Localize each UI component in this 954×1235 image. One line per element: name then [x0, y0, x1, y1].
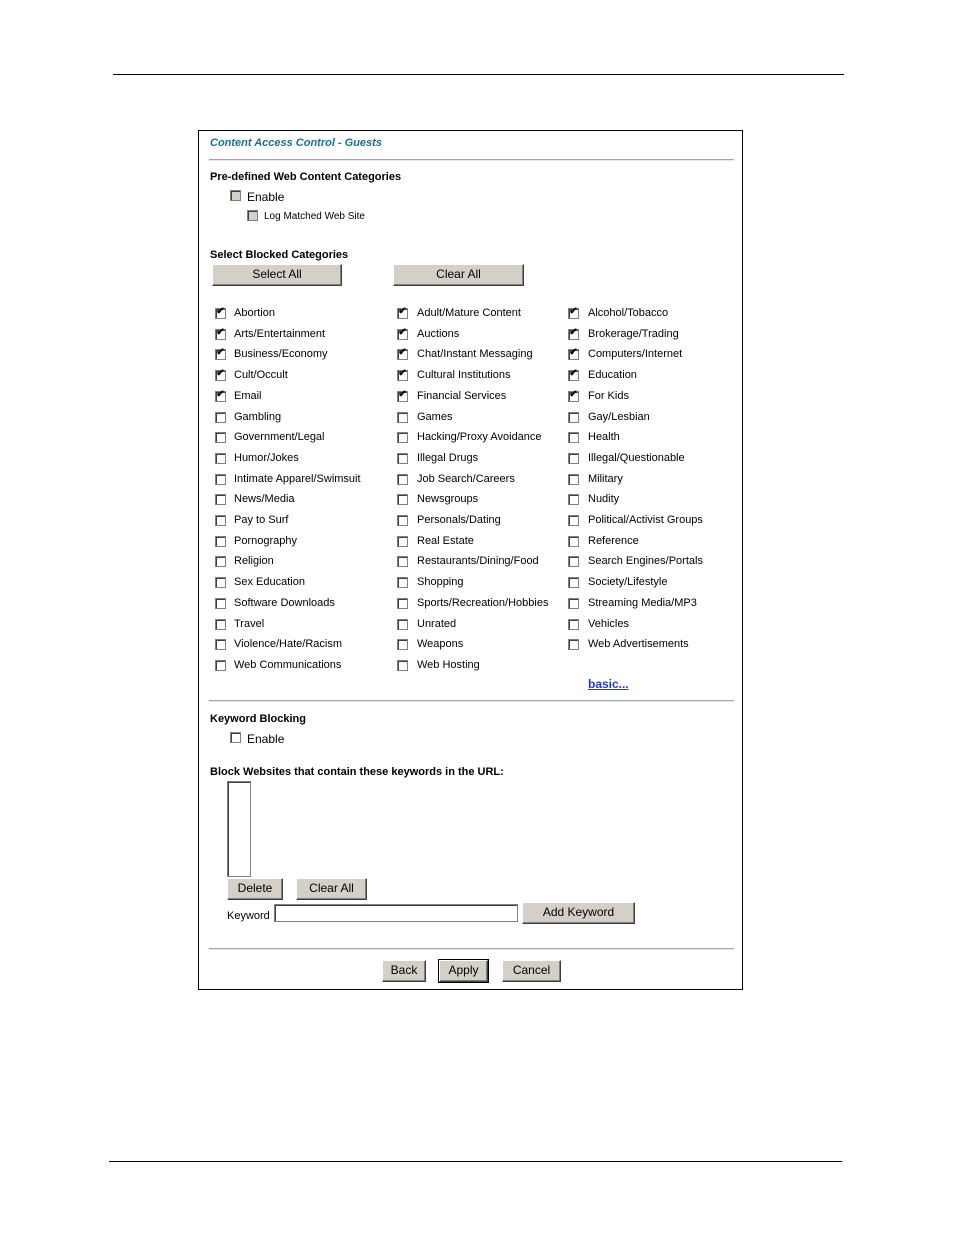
category-checkbox-job-search-careers[interactable] — [397, 474, 408, 485]
category-checkbox-shopping[interactable] — [397, 577, 408, 588]
category-checkbox-religion[interactable] — [215, 556, 226, 567]
category-label: Job Search/Careers — [417, 473, 515, 485]
apply-button[interactable]: Apply — [439, 960, 488, 982]
select-all-button[interactable]: Select All — [212, 264, 342, 286]
category-checkbox-humor-jokes[interactable] — [215, 453, 226, 464]
category-label: For Kids — [588, 390, 629, 402]
category-checkbox-education[interactable] — [568, 370, 579, 381]
category-label: Computers/Internet — [588, 348, 683, 360]
category-checkbox-intimate-apparel-swimsuit[interactable] — [215, 474, 226, 485]
category-label: Travel — [234, 618, 265, 630]
delete-keyword-button[interactable]: Delete — [227, 878, 283, 900]
category-checkbox-illegal-drugs[interactable] — [397, 453, 408, 464]
category-checkbox-newsgroups[interactable] — [397, 494, 408, 505]
category-checkbox-health[interactable] — [568, 432, 579, 443]
category-checkbox-financial-services[interactable] — [397, 391, 408, 402]
category-checkbox-business-economy[interactable] — [215, 349, 226, 360]
keyword-url-heading: Block Websites that contain these keywords in the URL: — [210, 766, 504, 778]
category-label: Society/Lifestyle — [588, 576, 668, 588]
category-checkbox-real-estate[interactable] — [397, 536, 408, 547]
category-checkbox-sports-recreation-hobbies[interactable] — [397, 598, 408, 609]
category-label: Nudity — [588, 493, 620, 505]
category-checkbox-games[interactable] — [397, 412, 408, 423]
category-checkbox-cult-occult[interactable] — [215, 370, 226, 381]
log-matched-label: Log Matched Web Site — [264, 211, 365, 222]
checkmark-icon: ✔ — [216, 306, 225, 317]
category-label: Weapons — [417, 638, 464, 650]
category-label: Financial Services — [417, 390, 507, 402]
category-checkbox-search-engines-portals[interactable] — [568, 556, 579, 567]
category-checkbox-software-downloads[interactable] — [215, 598, 226, 609]
category-checkbox-brokerage-trading[interactable] — [568, 329, 579, 340]
divider — [209, 700, 734, 702]
category-label: Sex Education — [234, 576, 305, 588]
category-checkbox-streaming-media-mp3[interactable] — [568, 598, 579, 609]
category-label: News/Media — [234, 493, 295, 505]
category-label: Streaming Media/MP3 — [588, 597, 697, 609]
category-label: Sports/Recreation/Hobbies — [417, 597, 549, 609]
category-checkbox-nudity[interactable] — [568, 494, 579, 505]
category-label: Vehicles — [588, 618, 629, 630]
content-access-control-panel — [198, 130, 743, 990]
category-label: Chat/Instant Messaging — [417, 348, 533, 360]
category-label: Pay to Surf — [234, 514, 289, 526]
category-checkbox-hacking-proxy-avoidance[interactable] — [397, 432, 408, 443]
checkmark-icon: ✔ — [398, 389, 407, 400]
checkmark-icon: ✔ — [398, 306, 407, 317]
category-label: Violence/Hate/Racism — [234, 638, 343, 650]
cancel-button[interactable]: Cancel — [502, 960, 561, 982]
keyword-blocking-heading: Keyword Blocking — [210, 713, 306, 725]
category-checkbox-adult-mature-content[interactable] — [397, 308, 408, 319]
predefined-enable-label: Enable — [247, 190, 285, 204]
add-keyword-button[interactable]: Add Keyword — [522, 902, 635, 924]
checkmark-icon: ✔ — [216, 327, 225, 338]
predefined-heading: Pre-defined Web Content Categories — [210, 171, 402, 183]
category-label: Illegal/Questionable — [588, 452, 685, 464]
category-checkbox-auctions[interactable] — [397, 329, 408, 340]
category-label: Alcohol/Tobacco — [588, 307, 669, 319]
category-label: Government/Legal — [234, 431, 325, 443]
checkmark-icon: ✔ — [216, 347, 225, 358]
category-label: Web Advertisements — [588, 638, 689, 650]
checkmark-icon: ✔ — [569, 389, 578, 400]
checkmark-icon: ✔ — [216, 389, 225, 400]
checkmark-icon: ✔ — [398, 347, 407, 358]
category-checkbox-computers-internet[interactable] — [568, 349, 579, 360]
category-label: Political/Activist Groups — [588, 514, 703, 526]
category-label: Gay/Lesbian — [588, 411, 650, 423]
category-checkbox-reference[interactable] — [568, 536, 579, 547]
category-checkbox-chat-instant-messaging[interactable] — [397, 349, 408, 360]
category-label: Unrated — [417, 618, 457, 630]
category-label: Hacking/Proxy Avoidance — [417, 431, 542, 443]
category-checkbox-government-legal[interactable] — [215, 432, 226, 443]
category-checkbox-gambling[interactable] — [215, 412, 226, 423]
category-label: Restaurants/Dining/Food — [417, 555, 539, 567]
category-checkbox-abortion[interactable] — [215, 308, 226, 319]
category-label: Health — [588, 431, 620, 443]
category-label: Intimate Apparel/Swimsuit — [234, 473, 361, 485]
category-checkbox-email[interactable] — [215, 391, 226, 402]
category-checkbox-political-activist-groups[interactable] — [568, 515, 579, 526]
category-label: Shopping — [417, 576, 464, 588]
category-label: Software Downloads — [234, 597, 335, 609]
checkmark-icon: ✔ — [569, 306, 578, 317]
category-checkbox-alcohol-tobacco[interactable] — [568, 308, 579, 319]
category-checkbox-vehicles[interactable] — [568, 619, 579, 630]
category-checkbox-sex-education[interactable] — [215, 577, 226, 588]
category-label: Abortion — [234, 307, 275, 319]
clear-all-keywords-button[interactable]: Clear All — [296, 878, 367, 900]
category-checkbox-pornography[interactable] — [215, 536, 226, 547]
category-checkbox-illegal-questionable[interactable] — [568, 453, 579, 464]
keyword-input-label: Keyword — [227, 910, 270, 922]
divider — [209, 948, 734, 950]
category-label: Auctions — [417, 328, 460, 340]
category-checkbox-for-kids[interactable] — [568, 391, 579, 402]
checkmark-icon: ✔ — [398, 327, 407, 338]
keyword-list[interactable] — [227, 781, 251, 877]
checkmark-icon: ✔ — [216, 368, 225, 379]
category-label: Military — [588, 473, 623, 485]
category-checkbox-pay-to-surf[interactable] — [215, 515, 226, 526]
category-label: Newsgroups — [417, 493, 479, 505]
back-button[interactable]: Back — [382, 960, 426, 982]
category-checkbox-personals-dating[interactable] — [397, 515, 408, 526]
category-label: Gambling — [234, 411, 282, 423]
category-label: Pornography — [234, 535, 297, 547]
basic-link[interactable]: basic... — [588, 677, 629, 691]
category-label: Personals/Dating — [417, 514, 501, 526]
page-bottom-rule — [109, 1161, 842, 1162]
category-checkbox-travel[interactable] — [215, 619, 226, 630]
category-label: Business/Economy — [234, 348, 328, 360]
category-checkbox-web-hosting[interactable] — [397, 660, 408, 671]
log-matched-checkbox[interactable] — [247, 210, 258, 221]
category-label: Cultural Institutions — [417, 369, 511, 381]
clear-all-categories-button[interactable]: Clear All — [393, 264, 524, 286]
keyword-input[interactable] — [274, 904, 518, 922]
category-label: Brokerage/Trading — [588, 328, 679, 340]
category-checkbox-gay-lesbian[interactable] — [568, 412, 579, 423]
category-label: Arts/Entertainment — [234, 328, 326, 340]
category-label: Web Communications — [234, 659, 342, 671]
keyword-enable-label: Enable — [247, 732, 285, 746]
category-checkbox-weapons[interactable] — [397, 639, 408, 650]
category-label: Web Hosting — [417, 659, 480, 671]
page-title: Content Access Control - Guests — [210, 137, 382, 149]
category-label: Email — [234, 390, 262, 402]
category-checkbox-violence-hate-racism[interactable] — [215, 639, 226, 650]
category-label: Illegal Drugs — [417, 452, 479, 464]
category-checkbox-military[interactable] — [568, 474, 579, 485]
category-label: Real Estate — [417, 535, 474, 547]
page-top-rule — [113, 74, 844, 75]
category-checkbox-unrated[interactable] — [397, 619, 408, 630]
category-checkbox-news-media[interactable] — [215, 494, 226, 505]
category-label: Search Engines/Portals — [588, 555, 703, 567]
category-label: Reference — [588, 535, 639, 547]
category-label: Cult/Occult — [234, 369, 288, 381]
checkmark-icon: ✔ — [569, 327, 578, 338]
divider — [209, 159, 734, 161]
checkmark-icon: ✔ — [569, 368, 578, 379]
blocked-categories-heading: Select Blocked Categories — [210, 249, 349, 261]
category-label: Games — [417, 411, 453, 423]
category-checkbox-web-communications[interactable] — [215, 660, 226, 671]
category-label: Education — [588, 369, 637, 381]
category-checkbox-cultural-institutions[interactable] — [397, 370, 408, 381]
category-checkbox-restaurants-dining-food[interactable] — [397, 556, 408, 567]
predefined-enable-checkbox[interactable] — [230, 190, 241, 201]
checkmark-icon: ✔ — [398, 368, 407, 379]
category-checkbox-arts-entertainment[interactable] — [215, 329, 226, 340]
category-label: Religion — [234, 555, 274, 567]
category-checkbox-society-lifestyle[interactable] — [568, 577, 579, 588]
checkmark-icon: ✔ — [569, 347, 578, 358]
category-label: Adult/Mature Content — [417, 307, 521, 319]
category-label: Humor/Jokes — [234, 452, 299, 464]
category-checkbox-web-advertisements[interactable] — [568, 639, 579, 650]
keyword-enable-checkbox[interactable] — [230, 732, 241, 743]
